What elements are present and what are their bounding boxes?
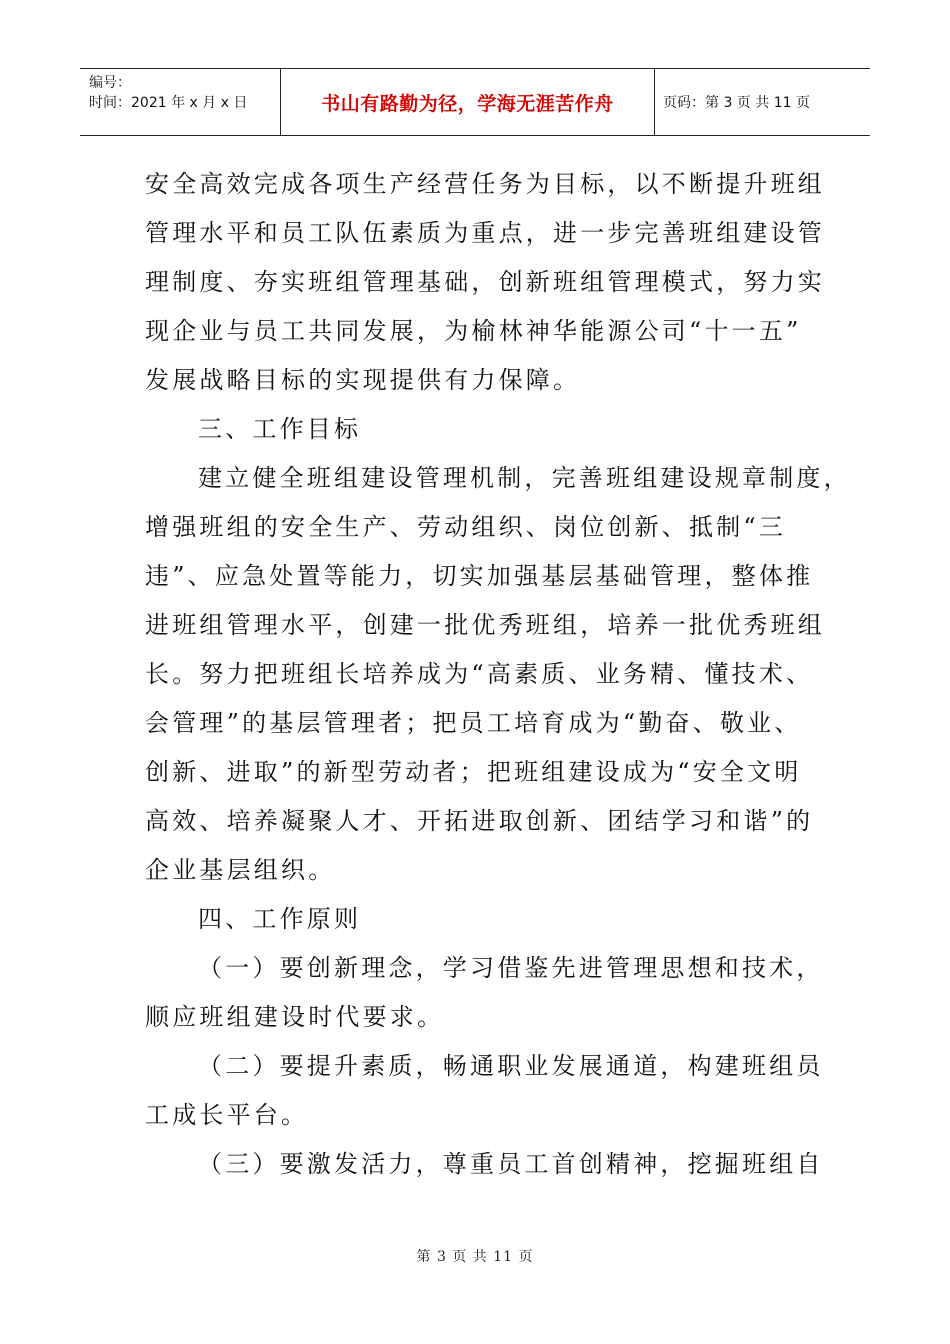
body-line: 增强班组的安全生产、劳动组织、岗位创新、抵制“三: [145, 513, 787, 541]
header-motto: 书山有路勤为径，学海无涯苦作舟: [281, 69, 655, 135]
section-heading: 三、工作目标: [198, 415, 362, 443]
body-line: 会管理”的基层管理者；把员工培育成为“勤奋、敬业、: [145, 709, 802, 737]
document-number-label: 编号：: [89, 75, 131, 91]
body-line: 进班组管理水平，创建一批优秀班组，培养一批优秀班组: [145, 611, 825, 639]
body-line: 顺应班组建设时代要求。: [145, 1003, 445, 1031]
body-line: 高效、培养凝聚人才、开拓进取创新、团结学习和谐”的: [145, 807, 814, 835]
body-line: （一）要创新理念，学习借鉴先进管理思想和技术，: [198, 954, 824, 982]
page-footer: 第 3 页 共 11 页: [416, 1249, 534, 1265]
body-line: （二）要提升素质，畅通职业发展通道，构建班组员: [198, 1052, 824, 1080]
body-line: （三）要激发活力，尊重员工首创精神，挖掘班组自: [198, 1150, 824, 1178]
body-text: [145, 160, 851, 1189]
body-line: 发展战略目标的实现提供有力保障。: [145, 366, 581, 394]
page-header: [80, 68, 870, 136]
header-meta: [80, 69, 281, 135]
body-line: 安全高效完成各项生产经营任务为目标，以不断提升班组: [145, 170, 825, 198]
document-date: 时间：2021 年 x 月 x 日: [89, 95, 248, 111]
body-line: 违”、应急处置等能力，切实加强基层基础管理，整体推: [145, 562, 814, 590]
body-line: 企业基层组织。: [145, 856, 336, 884]
body-line: 创新、进取”的新型劳动者；把班组建设成为“安全文明: [145, 758, 802, 786]
body-line: 现企业与员工共同发展，为榆林神华能源公司“十一五”: [145, 317, 802, 345]
section-heading: 四、工作原则: [198, 905, 362, 933]
body-line: 工成长平台。: [145, 1101, 309, 1129]
body-line: 建立健全班组建设管理机制，完善班组建设规章制度，: [198, 464, 851, 492]
body-line: 长。努力把班组长培养成为“高素质、业务精、懂技术、: [145, 660, 814, 688]
header-page-info: 页码：第 3 页 共 11 页: [663, 95, 810, 111]
body-line: 理制度、夯实班组管理基础，创新班组管理模式，努力实: [145, 268, 825, 296]
body-line: 管理水平和员工队伍素质为重点，进一步完善班组建设管: [145, 219, 825, 247]
